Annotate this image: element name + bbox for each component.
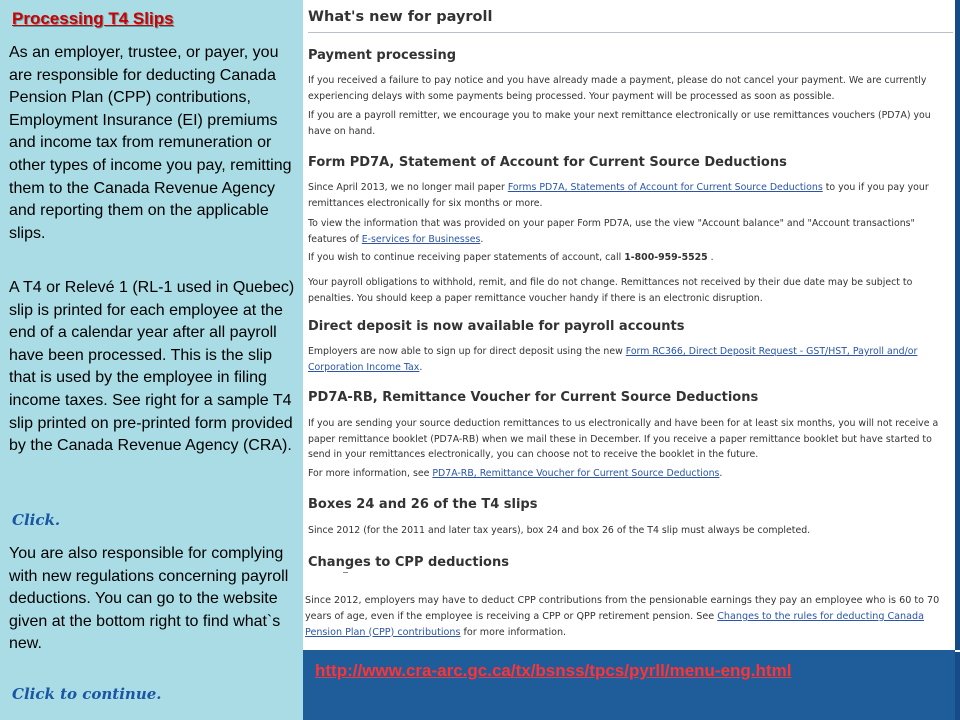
e-services-link[interactable]: E-services for Businesses bbox=[361, 233, 481, 245]
pd7a-text-3: If you wish to continue receiving paper statements of account, call 1-800-959-5525 . bbox=[308, 252, 714, 263]
slide-title: Processing T4 Slips bbox=[12, 9, 174, 28]
pd7a-rb-text-2: For more information, see PD7A-RB, Remittance Voucher for Current Source Deductions. bbox=[308, 468, 723, 479]
boxes-text: Since 2012 (for the 2011 and later tax years), box 24 and box 26 of the T4 slip must always be completed. bbox=[308, 525, 811, 536]
url-bar bbox=[303, 650, 955, 692]
heading-boxes-24-26: Boxes 24 and 26 of the T4 slips bbox=[308, 497, 538, 512]
title-divider bbox=[308, 32, 953, 33]
forms-pd7a-link[interactable]: Forms PD7A, Statements of Account for Current Source Deductions bbox=[507, 182, 823, 193]
cursor-dash bbox=[343, 572, 348, 573]
cpp-changes-text: Since 2012, employers may have to deduct CPP contributions from the pensionable earnings they pay an employee who is 60 to 70 years of age, even if the employee is receiving a CPP or QPP retirement pension. See Changes to the rules for deducting Canada Pension Plan (CPP) contributions for more information. bbox=[305, 595, 940, 638]
right-edge-strip bbox=[955, 0, 960, 720]
heading-form-pd7a: Form PD7A, Statement of Account for Current Source Deductions bbox=[308, 155, 787, 170]
pd7a-text-4: Your payroll obligations to withhold, remit, and file do not change. Remittances not received by their due date may be subject to penalties. You should keep a paper remittance voucher handy if there is an electronic disruption. bbox=[308, 277, 913, 304]
cpp-rules-link[interactable]: Changes to the rules for deducting Canada Pension Plan (CPP) contributions bbox=[305, 610, 924, 638]
heading-payment-processing: Payment processing bbox=[308, 48, 457, 63]
pd7a-text-2: To view the information that was provided on your paper Form PD7A, use the view "Account balance" and "Account transactions" features of E-services for Businesses. bbox=[308, 218, 915, 245]
regulations-paragraph: You are also responsible for complying with new regulations concerning payroll deductions. You can go to the website given at the bottom right to find what`s new. bbox=[9, 545, 289, 653]
direct-deposit-text: Employers are now able to sign up for direct deposit using the new Form RC366, Direct Deposit Request - GST/HST, Payroll and/or Corporation Income Tax. bbox=[308, 346, 918, 373]
cpp-changes-screenshot bbox=[303, 590, 955, 650]
pd7a-rb-text-1: If you are sending your source deduction remittances to us electronically and have been for at least six months, you will not receive a paper remittance booklet (PD7A-RB) when we mail these in December. If you receive a paper remittance booklet but have started to send in your remittances electronically, you can choose not to receive the booklet in the future. bbox=[308, 418, 939, 461]
heading-direct-deposit: Direct deposit is now available for payroll accounts bbox=[308, 319, 685, 334]
heading-cpp-changes: Changes to CPP deductions bbox=[308, 555, 509, 570]
left-panel bbox=[0, 0, 303, 720]
pd7a-rb-link[interactable]: PD7A-RB, Remittance Voucher for Current Source Deductions bbox=[432, 468, 720, 479]
payment-processing-text-1: If you received a failure to pay notice and you have already made a payment, please do not cancel your payment. We are currently experiencing delays with some payments being processed. Your payment will be processed as soon as possible. bbox=[308, 75, 927, 102]
t4-paragraph: A T4 or Relevé 1 (RL-1 used in Quebec) slip is printed for each employee at the end of a calendar year after all payroll have been processed. This is the slip that is used by the employee in filing income taxes. See right for a sample T4 slip printed on pre-printed form provided by the Canada Revenue Agency (CRA). bbox=[9, 279, 295, 455]
form-rc366-link[interactable]: Form RC366, Direct Deposit Request - GST/HST, Payroll and/or Corporation Income Tax bbox=[308, 346, 918, 373]
click-prompt[interactable]: Click. bbox=[12, 511, 61, 529]
webpage-title: What's new for payroll bbox=[308, 9, 493, 25]
intro-paragraph: As an employer, trustee, or payer, you are responsible for deducting Canada Pension Plan (CPP) contributions, Employment Insurance (EI) premiums and income tax from remuneration or other types of income you pay, remitting them to the Canada Revenue Agency and reporting them on the applicable slips. bbox=[9, 44, 292, 242]
continue-prompt[interactable]: Click to continue. bbox=[12, 685, 162, 703]
pd7a-text-1: Since April 2013, we no longer mail paper Forms PD7A, Statements of Account for Current Source Deductions to you if you pay your remittances electronically for six months or more. bbox=[308, 182, 929, 209]
cra-website-link[interactable]: http://www.cra-arc.gc.ca/tx/bsnss/tpcs/pyrll/menu-eng.html bbox=[315, 661, 792, 680]
payroll-webpage-screenshot bbox=[303, 0, 955, 590]
phone-number: 1-800-959-5525 bbox=[624, 252, 708, 263]
heading-pd7a-rb: PD7A-RB, Remittance Voucher for Current Source Deductions bbox=[308, 390, 759, 405]
payment-processing-text-2: If you are a payroll remitter, we encourage you to make your next remittance electronically or use remittances vouchers (PD7A) you have on hand. bbox=[308, 110, 931, 137]
